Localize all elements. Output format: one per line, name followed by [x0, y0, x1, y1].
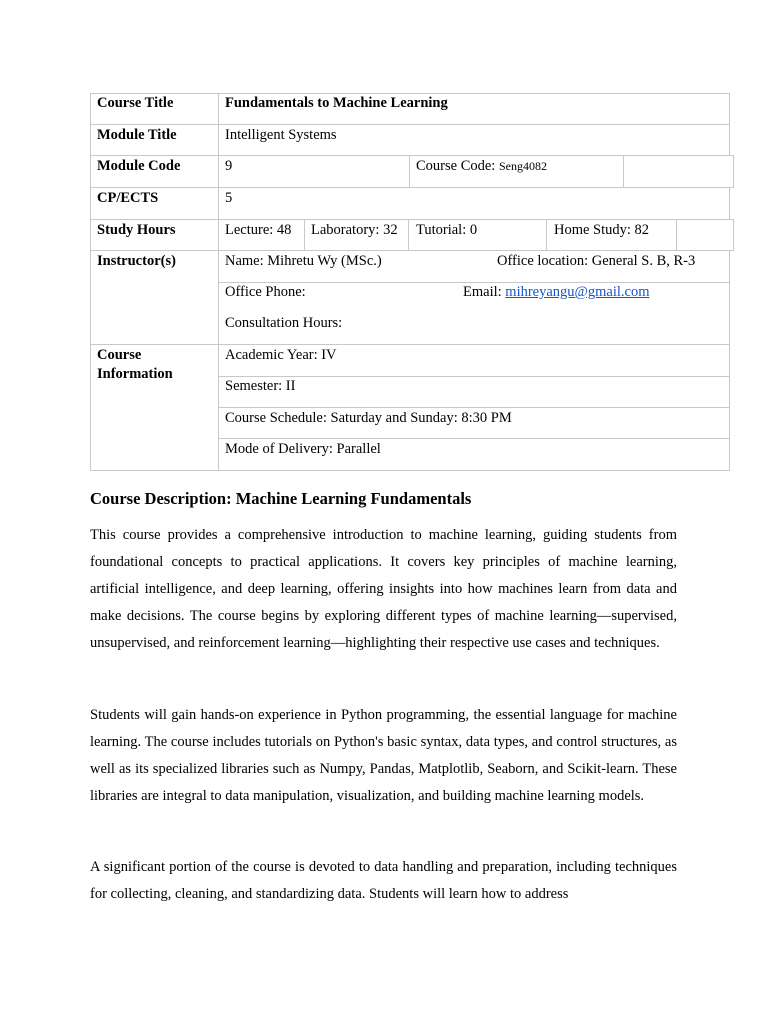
course-information-label: Course Information: [97, 347, 173, 382]
academic-year: Academic Year: IV: [225, 347, 337, 363]
course-code: [416, 157, 547, 176]
description-paragraph-3: A significant portion of the course is devoted to data handling and preparation, including techniques for collecting, cleaning, and standardizing data. Students will learn how to address: [90, 859, 677, 902]
module-code-label: Module Code: [97, 158, 181, 174]
course-description-heading: Course Description: Machine Learning Fundamentals: [90, 489, 472, 508]
tutorial-hours: Tutorial: 0: [416, 222, 478, 238]
consultation-hours: Consultation Hours:: [225, 315, 343, 331]
lecture-hours: Lecture: 48: [225, 222, 292, 238]
office-phone: Office Phone:: [225, 284, 306, 300]
home-study-hours: Home Study: 82: [554, 222, 650, 238]
description-paragraph-1: This course provides a comprehensive introduction to machine learning, guiding students from foundational concepts to practical applications. It covers key principles of machine learning, artificial intelligence, and deep learning, offering insights into how machines learn from data and make decisions. The course begins by exploring different types of machine learning—supervised, unsupervised, and reinforcement learning—highlighting their respective use cases and techniques.: [90, 527, 677, 651]
email-link[interactable]: mihreyangu@gmail.com: [505, 284, 650, 300]
course-code-value: Seng4082: [498, 159, 547, 173]
module-title-label: Module Title: [97, 127, 177, 143]
course-schedule: Course Schedule: Saturday and Sunday: 8:30 PM: [225, 410, 512, 426]
office-location: Office location: General S. B, R-3: [497, 253, 696, 269]
module-title-value: Intelligent Systems: [225, 127, 337, 143]
semester: Semester: II: [225, 378, 296, 394]
mode-of-delivery: Mode of Delivery: Parallel: [225, 441, 381, 457]
study-hours-label: Study Hours: [97, 222, 176, 238]
description-paragraph-2: Students will gain hands-on experience in Python programming, the essential language for machine learning. The course includes tutorials on Python's basic syntax, data types, and control structures, as well as its specialized libraries such as Numpy, Pandas, Matplotlib, Seaborn, and Scikit-learn. These libraries are integral to data manipulation, visualization, and building machine learning models.: [90, 707, 677, 804]
laboratory-hours: Laboratory: 32: [311, 222, 398, 238]
course-title-value: Fundamentals to Machine Learning: [225, 95, 448, 111]
module-code-value: 9: [225, 158, 233, 174]
instructor-name: Name: Mihretu Wy (MSc.): [225, 253, 382, 269]
cp-ects-value: 5: [225, 190, 233, 206]
instructor-label: Instructor(s): [97, 253, 176, 269]
course-code-label: Course Code:: [416, 158, 496, 174]
course-title-label: Course Title: [97, 95, 174, 111]
cp-ects-label: CP/ECTS: [97, 190, 159, 206]
course-info-table: [0, 0, 768, 480]
email-row: [463, 283, 650, 302]
email-label: Email:: [463, 284, 502, 300]
